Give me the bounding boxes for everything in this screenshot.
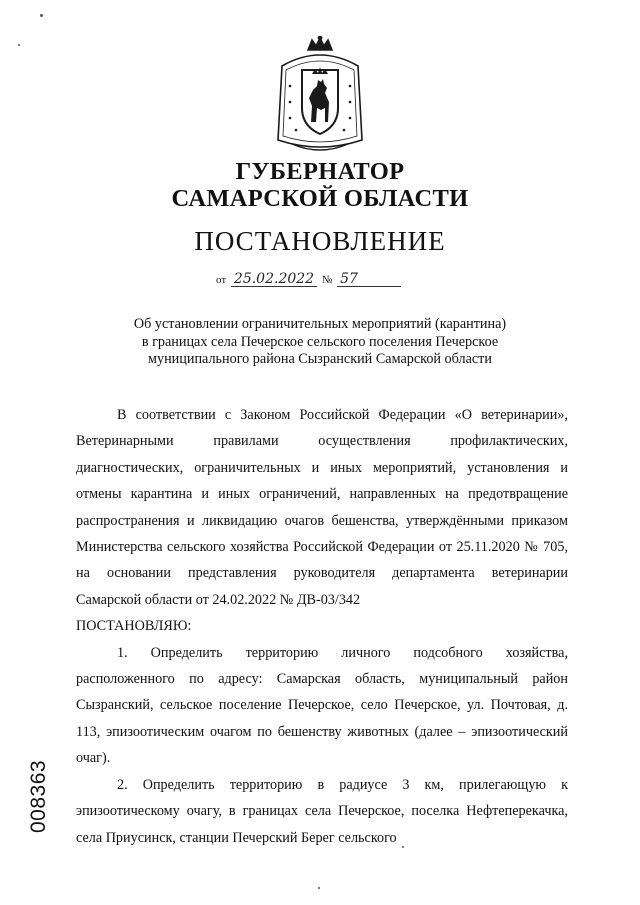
document-body — [76, 402, 568, 851]
number-prefix: № — [321, 274, 333, 286]
clause-1-paragraph: 1. Определить территорию личного подсобного хозяйства, расположенного по адресу: Самарская область, муниципальный район Сызранский, сельское поселение Печерское, село Печерское, ул. Почтовая, д. 113, эпизоотическим очагом по бешенству животных (далее – эпизоотический очаг). — [76, 644, 568, 767]
handwritten-number: 57 — [337, 272, 401, 287]
document-subject-title — [100, 316, 540, 369]
document-type: ПОСТАНОВЛЕНИЕ — [194, 226, 446, 256]
handwritten-date: 25.02.2022 — [231, 272, 317, 287]
resolves-line: ПОСТАНОВЛЯЮ: — [76, 618, 192, 635]
scan-speck — [318, 887, 320, 889]
date-prefix: от — [216, 274, 227, 286]
title-line: в границах села Печерское сельского поселения Печерское — [141, 333, 499, 350]
margin-serial-number: 008363 — [27, 759, 50, 833]
clause-2-paragraph: 2. Определить территорию в радиусе 3 км, прилегающую к эпизоотическому очагу, в границах села Печерское, поселка Нефтеперекачка, села Приусинск, станции Печерский Берег сельского — [76, 776, 568, 846]
preamble-paragraph: В соответствии с Законом Российской Федерации «О ветеринарии», Ветеринарными правилами осуществления профилактических, диагностических, ограничительных и иных мероприятий, установления и отмены карантина и иных ограничений, направленных на предотвращение распространения и ликвидацию очагов бешенства, утверждёнными приказом Министерства сельского хозяйства Российской Федерации от 25.11.2020 № 705, на основании представления руководителя департамента ветеринарии Самарской области от 24.02.2022 № ДВ-03/342 — [76, 407, 568, 608]
samara-coat-of-arms-emblem — [272, 36, 368, 156]
date-number-line — [216, 272, 446, 287]
org-name-line2: САМАРСКОЙ ОБЛАСТИ — [171, 185, 469, 212]
title-line: Об установлении ограничительных мероприятий (карантина) — [133, 316, 507, 332]
scan-speck — [40, 14, 43, 17]
scan-speck — [18, 44, 20, 46]
scan-speck — [402, 846, 404, 848]
title-line: муниципального района Сызранский Самарской области — [148, 351, 492, 367]
org-name-line1: ГУБЕРНАТОР — [235, 158, 405, 185]
